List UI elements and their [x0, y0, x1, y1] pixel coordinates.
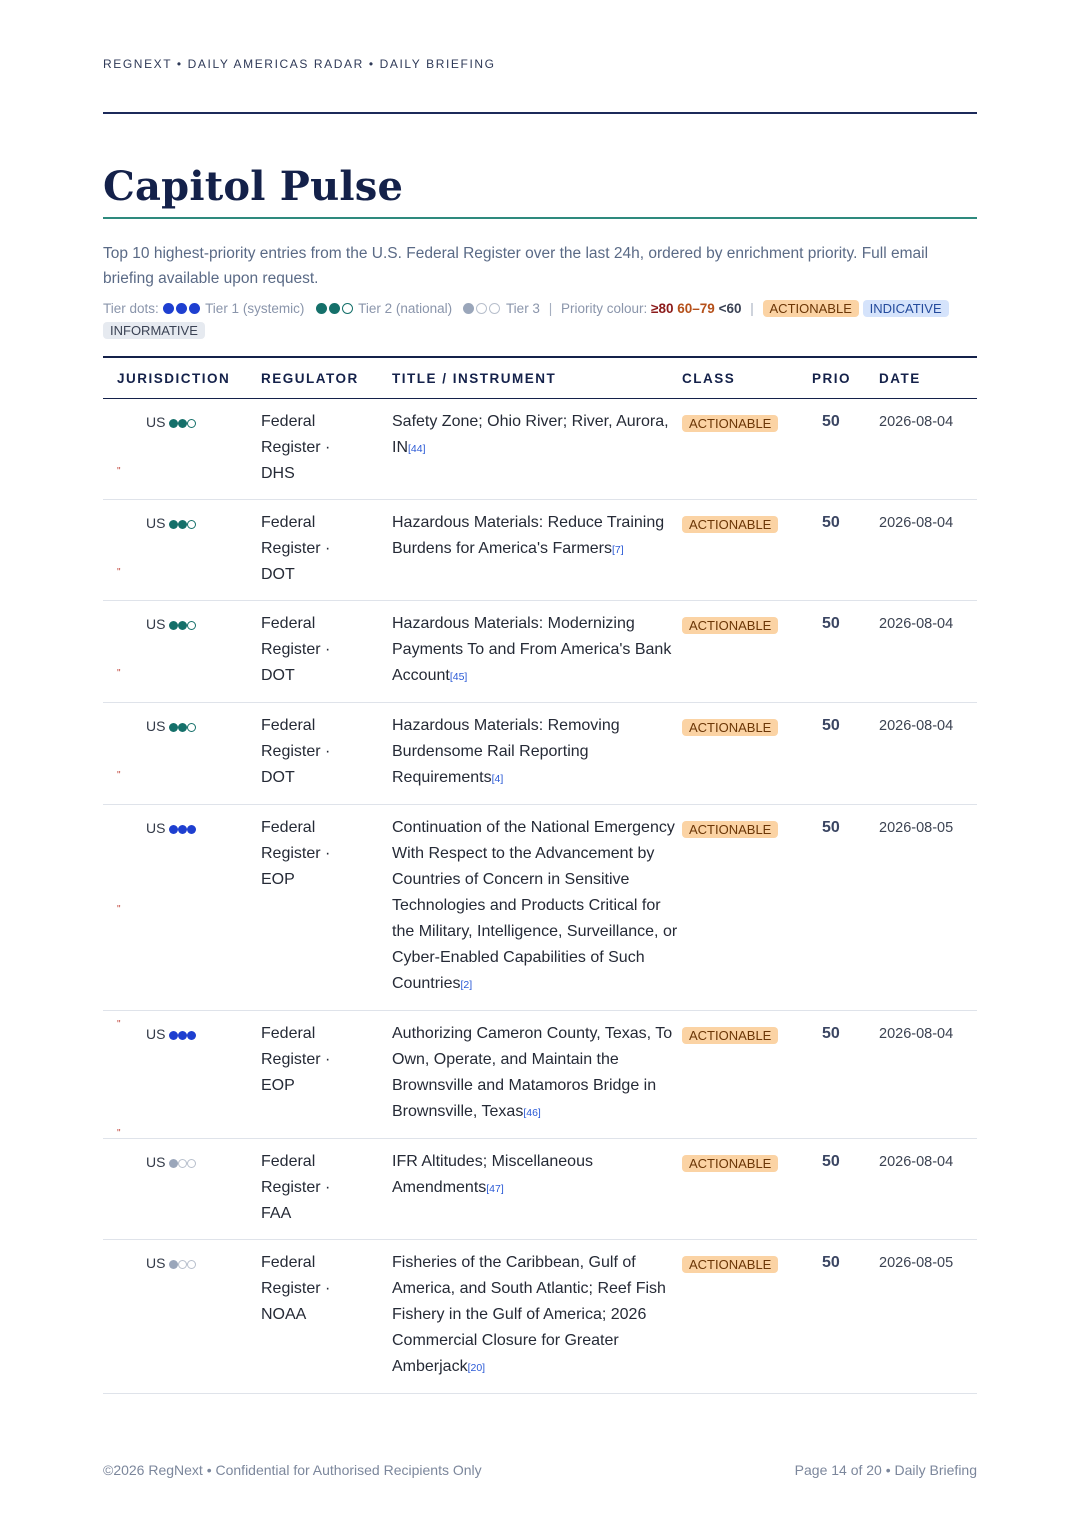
- column-header-jurisdiction: JURISDICTION: [103, 357, 261, 399]
- regulator-cell: [261, 1011, 392, 1139]
- legend-priority-label: Priority colour:: [561, 301, 648, 316]
- citation-link[interactable]: [46]: [523, 1107, 541, 1119]
- entries-table: [103, 356, 977, 1394]
- regulator-agency: DOT: [261, 769, 295, 786]
- column-header-date: DATE: [879, 357, 977, 399]
- instrument-title: Hazardous Materials: Removing Burdensome Rail Reporting Requirements: [392, 717, 620, 786]
- tier-dots-icon: [169, 1255, 196, 1272]
- legend-separator: |: [750, 301, 754, 316]
- column-header-title: TITLE / INSTRUMENT: [392, 357, 682, 399]
- marker-icon: ": [117, 466, 121, 477]
- legend-separator: |: [548, 301, 553, 316]
- marker-icon: ": [117, 1019, 121, 1030]
- marker-icon: ": [117, 668, 121, 679]
- column-header-class: CLASS: [682, 357, 812, 399]
- date-value: 2026-08-04: [879, 399, 977, 500]
- jurisdiction-cell: [103, 1011, 261, 1139]
- jurisdiction-code: US: [146, 616, 166, 632]
- class-cell: [682, 1139, 812, 1240]
- tier3-dots-icon: [463, 301, 502, 316]
- priority-value: 50: [812, 1139, 879, 1240]
- class-cell: [682, 601, 812, 703]
- tier1-dots-icon: [163, 301, 202, 316]
- instrument-title: Authorizing Cameron County, Texas, To Own, Operate, and Maintain the Brownsville and Matamoros Bridge in Brownsville, Texas: [392, 1025, 673, 1120]
- jurisdiction-cell: [103, 1240, 261, 1394]
- tier-dots-icon: [169, 820, 196, 837]
- class-badge: ACTIONABLE: [682, 1256, 778, 1273]
- regulator-source-suffix: Register ·: [261, 641, 331, 658]
- table-row: [103, 1240, 977, 1394]
- date-value: 2026-08-04: [879, 1011, 977, 1139]
- legend-priority-low: <60: [718, 301, 742, 316]
- column-header-regulator: REGULATOR: [261, 357, 392, 399]
- title-cell: [392, 500, 682, 601]
- regulator-source-suffix: Register ·: [261, 540, 331, 557]
- jurisdiction-code: US: [146, 718, 166, 734]
- legend-tier1: Tier 1 (systemic): [205, 301, 305, 316]
- jurisdiction-cell: [103, 601, 261, 703]
- column-header-prio: PRIO: [812, 357, 879, 399]
- priority-value: 50: [812, 805, 879, 1011]
- marker-icon: ": [117, 770, 121, 781]
- title-cell: [392, 703, 682, 805]
- date-value: 2026-08-04: [879, 703, 977, 805]
- table-row: [103, 399, 977, 500]
- legend-priority-high: ≥80: [651, 301, 674, 316]
- legend-badge-actionable: ACTIONABLE: [763, 300, 859, 317]
- title-cell: [392, 1240, 682, 1394]
- instrument-title: Safety Zone; Ohio River; River, Aurora, IN: [392, 413, 669, 456]
- jurisdiction-code: US: [146, 1154, 166, 1170]
- table-row: [103, 703, 977, 805]
- class-cell: [682, 1011, 812, 1139]
- class-badge: ACTIONABLE: [682, 1027, 778, 1044]
- legend-badge-indicative: INDICATIVE: [863, 300, 949, 317]
- regulator-cell: [261, 500, 392, 601]
- date-value: 2026-08-04: [879, 601, 977, 703]
- legend-tier-label: Tier dots:: [103, 301, 159, 316]
- jurisdiction-code: US: [146, 1255, 166, 1271]
- class-badge: ACTIONABLE: [682, 516, 778, 533]
- citation-link[interactable]: [7]: [612, 544, 624, 556]
- title-cell: [392, 1139, 682, 1240]
- class-cell: [682, 703, 812, 805]
- citation-link[interactable]: [4]: [491, 773, 504, 785]
- regulator-cell: [261, 703, 392, 805]
- footer-copyright: ©2026 RegNext • Confidential for Authorised Recipients Only: [103, 1462, 482, 1478]
- priority-value: 50: [812, 1240, 879, 1394]
- class-badge: ACTIONABLE: [682, 1155, 778, 1172]
- regulator-source-suffix: Register ·: [261, 1179, 331, 1196]
- date-value: 2026-08-04: [879, 500, 977, 601]
- regulator-agency: EOP: [261, 871, 295, 888]
- legend: [103, 298, 977, 342]
- regulator-agency: DHS: [261, 465, 295, 482]
- tier-dots-icon: [169, 718, 196, 735]
- citation-link[interactable]: [44]: [408, 443, 426, 455]
- marker-icon: ": [117, 904, 121, 915]
- regulator-cell: [261, 1139, 392, 1240]
- regulator-source-suffix: Register ·: [261, 439, 331, 456]
- legend-badge-informative: INFORMATIVE: [103, 322, 205, 339]
- priority-value: 50: [812, 1011, 879, 1139]
- instrument-title: Fisheries of the Caribbean, Gulf of America, and South Atlantic; Reef Fish Fishery in the Gulf of America; 2026 Commercial Closure for Greater Amberjack: [392, 1254, 666, 1375]
- regulator-source: Federal: [261, 819, 316, 836]
- regulator-agency: DOT: [261, 667, 295, 684]
- table-row: [103, 805, 977, 1011]
- regulator-agency: EOP: [261, 1077, 295, 1094]
- regulator-source: Federal: [261, 615, 316, 632]
- date-value: 2026-08-05: [879, 805, 977, 1011]
- regulator-agency: DOT: [261, 566, 295, 583]
- jurisdiction-cell: [103, 805, 261, 1011]
- tier2-dots-icon: [316, 301, 355, 316]
- priority-value: 50: [812, 703, 879, 805]
- regulator-cell: [261, 805, 392, 1011]
- jurisdiction-cell: [103, 703, 261, 805]
- table-body: [103, 399, 977, 1394]
- regulator-source: Federal: [261, 1254, 316, 1271]
- class-badge: ACTIONABLE: [682, 415, 778, 432]
- regulator-agency: FAA: [261, 1205, 292, 1222]
- regulator-source: Federal: [261, 1025, 316, 1042]
- tier-dots-icon: [169, 616, 196, 633]
- title-cell: [392, 601, 682, 703]
- table-row: [103, 1139, 977, 1240]
- jurisdiction-code: US: [146, 515, 166, 531]
- page-title: Capitol Pulse: [103, 163, 404, 210]
- instrument-title: IFR Altitudes; Miscellaneous Amendments: [392, 1153, 593, 1196]
- footer-page-info: Page 14 of 20 • Daily Briefing: [794, 1462, 977, 1478]
- table-row: [103, 1011, 977, 1139]
- tier-dots-icon: [169, 414, 196, 431]
- class-cell: [682, 399, 812, 500]
- intro-text: Top 10 highest-priority entries from the U.S. Federal Register over the last 24h, ordered by enrichment priority. Full email briefing available upon request.: [103, 245, 929, 287]
- date-value: 2026-08-05: [879, 1240, 977, 1394]
- title-divider: [103, 217, 977, 219]
- title-cell: [392, 805, 682, 1011]
- legend-priority-mid: 60–79: [677, 301, 715, 316]
- regulator-source: Federal: [261, 514, 316, 531]
- tier-dots-icon: [169, 1026, 196, 1043]
- table-header-row: [103, 357, 977, 399]
- regulator-agency: NOAA: [261, 1306, 307, 1323]
- instrument-title: Hazardous Materials: Modernizing Payments To and From America's Bank Account: [392, 615, 672, 684]
- citation-link[interactable]: [45]: [449, 671, 468, 683]
- regulator-source-suffix: Register ·: [261, 1280, 331, 1297]
- class-cell: [682, 1240, 812, 1394]
- legend-tier2: Tier 2 (national): [358, 301, 453, 316]
- priority-value: 50: [812, 399, 879, 500]
- regulator-source: Federal: [261, 413, 316, 430]
- marker-icon: ": [117, 567, 121, 578]
- jurisdiction-cell: [103, 500, 261, 601]
- tier-dots-icon: [169, 1154, 196, 1171]
- table-row: [103, 500, 977, 601]
- table-row: [103, 601, 977, 703]
- jurisdiction-code: US: [146, 820, 166, 836]
- class-badge: ACTIONABLE: [682, 719, 778, 736]
- jurisdiction-code: US: [146, 414, 166, 430]
- regulator-cell: [261, 399, 392, 500]
- top-divider: [103, 112, 977, 114]
- date-value: 2026-08-04: [879, 1139, 977, 1240]
- priority-value: 50: [812, 500, 879, 601]
- legend-tier3: Tier 3: [505, 301, 540, 316]
- citation-link[interactable]: [47]: [486, 1183, 504, 1195]
- title-cell: [392, 399, 682, 500]
- citation-link[interactable]: [2]: [460, 979, 473, 991]
- regulator-source-suffix: Register ·: [261, 845, 331, 862]
- jurisdiction-cell: [103, 399, 261, 500]
- regulator-source: Federal: [261, 1153, 316, 1170]
- breadcrumb: REGNEXT • DAILY AMERICAS RADAR • DAILY BRIEFING: [103, 57, 496, 71]
- instrument-title: Hazardous Materials: Reduce Training Burdens for America's Farmers: [392, 514, 665, 557]
- regulator-cell: [261, 1240, 392, 1394]
- regulator-source-suffix: Register ·: [261, 1051, 331, 1068]
- title-cell: [392, 1011, 682, 1139]
- class-badge: ACTIONABLE: [682, 617, 778, 634]
- jurisdiction-code: US: [146, 1026, 166, 1042]
- regulator-source-suffix: Register ·: [261, 743, 331, 760]
- regulator-cell: [261, 601, 392, 703]
- tier-dots-icon: [169, 515, 196, 532]
- jurisdiction-cell: [103, 1139, 261, 1240]
- regulator-source: Federal: [261, 717, 316, 734]
- priority-value: 50: [812, 601, 879, 703]
- marker-icon: ": [117, 1128, 121, 1139]
- class-badge: ACTIONABLE: [682, 821, 778, 838]
- class-cell: [682, 500, 812, 601]
- class-cell: [682, 805, 812, 1011]
- instrument-title: Continuation of the National Emergency With Respect to the Advancement by Countries of Concern in Sensitive Technologies and Products Critical for the Military, Intelligence, Surveillance, or Cyber-Enabled Capabilities of Such Countries: [392, 819, 678, 992]
- citation-link[interactable]: [20]: [467, 1362, 486, 1374]
